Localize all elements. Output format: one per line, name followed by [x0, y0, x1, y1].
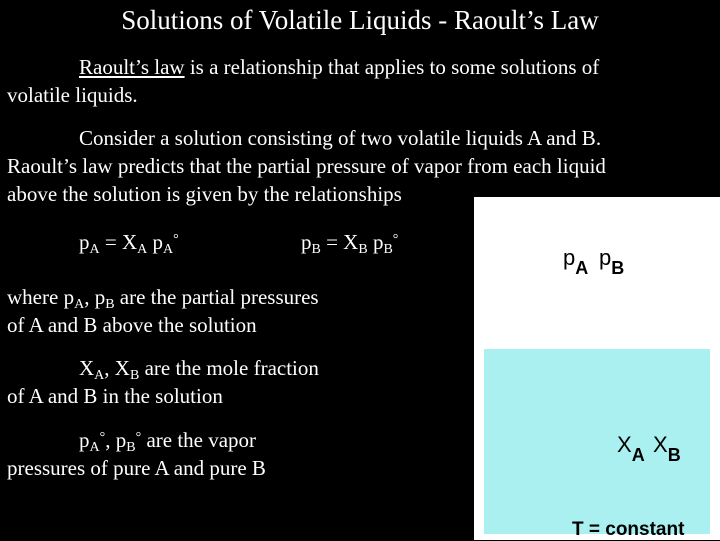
pb-label: $p_B$	[599, 245, 625, 278]
intro-line-2: volatile liquids.	[7, 83, 138, 107]
consider-line-1: Consider a solution consisting of two volatile liquids A and B.	[79, 126, 602, 150]
formula-b: $p_B = X_B$ $p_B^\circ$	[301, 230, 399, 257]
solution-diagram	[474, 197, 720, 540]
xb-label: $X_B$	[653, 432, 681, 465]
pa-label: $p_A$	[563, 245, 589, 278]
raoults-law-term: Raoult’s law	[79, 55, 185, 79]
temperature-constant-label: T = constant	[572, 519, 685, 540]
mole-line-2: of A and B in the solution	[7, 384, 223, 408]
vapor-line-2: pressures of pure A and pure B	[7, 456, 266, 480]
intro-paragraph	[7, 53, 687, 109]
where-paragraph	[7, 283, 447, 339]
vapor-pressure-paragraph	[7, 426, 447, 482]
where-line-1: where $p_A$, $p_B$ are the partial pressures	[7, 285, 319, 312]
formula-a: $p_A = X_A$ $p_A^\circ$	[79, 230, 179, 257]
consider-line-3: above the solution is given by the relationships	[7, 182, 402, 206]
where-line-2: of A and B above the solution	[7, 313, 257, 337]
intro-line-1: Raoult’s law is a relationship that applies to some solutions of	[79, 55, 600, 79]
vapor-line-1: $p_A^\circ$, $p_B^\circ$ are the vapor	[79, 428, 257, 455]
mole-fraction-paragraph	[7, 354, 447, 410]
consider-line-2: Raoult’s law predicts that the partial pressure of vapor from each liquid	[7, 154, 606, 178]
xa-label: $X_A$	[617, 432, 645, 465]
mole-line-1: $X_A$, $X_B$ are the mole fraction	[79, 356, 319, 383]
slide-title: Solutions of Volatile Liquids - Raoult’s Law	[121, 5, 599, 35]
consider-paragraph	[7, 124, 707, 208]
